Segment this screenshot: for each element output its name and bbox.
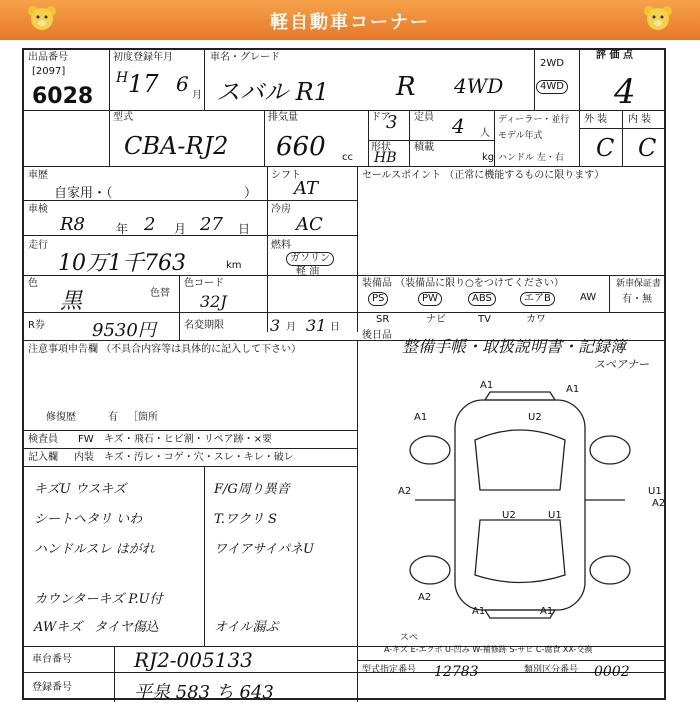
lot-sub: [2097] — [32, 66, 66, 77]
shift-label: シフト — [271, 170, 301, 181]
capacity-unit: 人 — [480, 128, 490, 139]
damage-mark: A1 — [540, 606, 554, 617]
capacity-label: 定員 — [414, 112, 434, 123]
color-swatch-label: 色替 — [150, 288, 170, 299]
repair-has: 有 — [108, 412, 118, 423]
damage-mark: A1 — [472, 606, 486, 617]
equip-abs: ABS — [468, 292, 496, 306]
legend: A-キズ E-エクボ U-凹み W-補修跡 S-サビ C-腐食 XX-交換 — [384, 645, 593, 654]
spare-note: スペアナー — [594, 358, 649, 371]
damage-mark: U1 — [648, 486, 662, 497]
displacement-value: 660 — [276, 132, 326, 162]
remark-1-left: キズU ウスキズ — [34, 482, 127, 497]
tax-label: R券 — [28, 320, 45, 331]
car-drive: 4WD — [454, 74, 504, 98]
doors-label: ドア — [371, 112, 391, 123]
remark-1-right: F/G周り異音 — [214, 482, 290, 497]
inspection-day-unit: 日 — [238, 222, 251, 236]
remark-5-mid: タイヤ傷込 — [94, 620, 159, 635]
accessories-label: 後日品 — [362, 330, 392, 341]
load-label: 積載 — [414, 142, 434, 153]
color-code-label: 色コード — [184, 278, 224, 289]
type-no-value: 12783 — [434, 664, 479, 680]
history-close: ） — [244, 186, 258, 201]
registration-value: 平泉 583 ち 643 — [134, 682, 274, 703]
exterior-label: 外 装 — [584, 114, 608, 125]
equip-leather: カワ — [526, 314, 546, 325]
score-label: 評 価 点 — [596, 50, 633, 61]
remark-5-right: オイル漏ぷ — [214, 620, 279, 635]
equip-pw: PW — [418, 292, 442, 306]
bear-mascot-icon — [24, 4, 60, 34]
model-value: CBA-RJ2 — [124, 132, 229, 160]
damage-mark: A1 — [414, 412, 428, 423]
damage-mark: A1 — [566, 384, 580, 395]
shift-value: AT — [294, 178, 319, 199]
capacity-value: 4 — [452, 114, 465, 138]
damage-mark: U1 — [548, 510, 562, 521]
interior-check-items: キズ・汚レ・コゲ・穴・スレ・キレ・破レ — [104, 452, 294, 463]
history-label: 車歴 — [28, 170, 48, 181]
accessories-value: 整備手帳・取扱説明書・記録簿 — [402, 337, 627, 356]
chassis-value: RJ2-005133 — [134, 648, 253, 672]
drive-4wd: 4WD — [536, 80, 568, 94]
remark-2-left: シートヘタリ いわ — [34, 512, 143, 527]
warranty-value: 有・無 — [622, 294, 652, 305]
interior-check-label: 内装 — [74, 452, 94, 463]
color-value: 黒 — [60, 289, 83, 314]
damage-mark: A2 — [398, 486, 412, 497]
body-label: 形状 — [371, 142, 391, 153]
damage-mark: U2 — [502, 510, 516, 521]
doors-value: 3 — [386, 112, 398, 133]
fuel-label: 燃料 — [271, 240, 291, 251]
mileage-value: 10万1千763 — [58, 251, 186, 276]
first-reg-year: 17 — [128, 70, 159, 98]
dealer-label: ディーラー・並行 — [498, 115, 570, 125]
first-reg-era: H — [116, 70, 129, 86]
car-grade: R — [396, 72, 416, 102]
model-label: 型式 — [113, 112, 133, 123]
fw-items: キズ・飛石・ヒビ割・リペア跡・×要 — [104, 434, 272, 445]
repair-label: 修復歴 — [46, 412, 76, 423]
ac-label: 冷房 — [271, 204, 291, 215]
damage-mark: A2 — [418, 592, 432, 603]
lot-label: 出品番号 — [28, 52, 68, 63]
remark-4-left: カウンターキズ P.U付 — [34, 592, 163, 607]
history-value: 自家用・（ — [54, 186, 113, 201]
inspection-era: R8 — [60, 214, 86, 235]
model-year-label: モデル年式 — [498, 131, 543, 141]
inspector-label: 検査員 — [28, 434, 58, 445]
warranty-label: 新車保証書 — [616, 279, 662, 289]
inspection-day: 27 — [200, 214, 223, 235]
transfer-month-unit: 月 — [286, 322, 296, 333]
fuel-gas: ガソリン — [286, 252, 334, 266]
car-damage-diagram — [395, 380, 645, 630]
inspection-label: 車検 — [28, 204, 48, 215]
equip-tv: TV — [478, 314, 491, 325]
interior-label: 内 装 — [628, 114, 652, 125]
exterior-value: C — [596, 134, 615, 162]
equip-aw: AW — [580, 292, 597, 303]
transfer-day: 31 — [306, 316, 327, 335]
entry-label: 記入欄 — [28, 452, 58, 463]
tax-value: 9530円 — [92, 320, 156, 341]
page-title: 軽自動車コーナー — [270, 12, 430, 33]
remark-3-right: ワイアサイパネU — [214, 542, 315, 557]
fuel-light: 軽 油 — [296, 266, 320, 277]
equip-navi: ナビ — [426, 314, 446, 325]
transfer-label: 名変期限 — [184, 320, 224, 331]
class-no-label: 類別区分番号 — [524, 665, 579, 675]
mileage-unit: km — [226, 260, 242, 271]
damage-mark: A2 — [652, 498, 666, 509]
displacement-label: 排気量 — [268, 112, 298, 123]
remark-2-right: T.ワクリ S — [214, 512, 277, 527]
bear-mascot-icon — [640, 4, 676, 34]
damage-mark: U2 — [528, 412, 542, 423]
type-no-label: 型式指定番号 — [362, 665, 417, 675]
car-name: スバル R1 — [216, 78, 329, 106]
remark-3-left: ハンドルスレ はがれ — [34, 542, 155, 557]
notes-label: 注意事項申告欄 （不具合内容等は具体的に記入して下さい） — [28, 344, 302, 355]
inspection-year-unit: 年 — [116, 222, 129, 236]
inspection-month: 2 — [144, 214, 156, 235]
registration-label: 登録番号 — [32, 682, 72, 693]
car-label: 車名・グレード — [210, 52, 280, 63]
lot-number: 6028 — [32, 84, 94, 109]
repair-place: ［箇所 — [128, 412, 158, 423]
transfer-month: 3 — [270, 316, 281, 335]
score-value: 4 — [614, 72, 636, 112]
body-value: HB — [374, 150, 397, 166]
load-unit: kg — [482, 152, 495, 163]
equip-ps: PS — [368, 292, 388, 306]
drive-2wd: 2WD — [540, 58, 564, 69]
color-code: 32J — [200, 292, 227, 311]
color-label: 色 — [28, 278, 38, 289]
remark-5-left: AWキズ — [34, 620, 82, 635]
transfer-day-unit: 日 — [330, 322, 340, 333]
ac-value: AC — [296, 214, 323, 235]
interior-value: C — [638, 134, 657, 162]
sales-point-label: セールスポイント （正常に機能するものに限ります） — [362, 170, 605, 181]
class-no-value: 0002 — [594, 664, 630, 680]
damage-mark: スペ — [400, 633, 419, 643]
displacement-unit: cc — [342, 152, 353, 163]
equipment-label: 装備品 （装備品に限り○をつけてください） — [362, 278, 564, 289]
equip-sr: SR — [376, 314, 390, 325]
equip-airbag: エアB — [520, 292, 555, 306]
first-reg-month-unit: 月 — [192, 90, 202, 101]
fw-label: FW — [78, 434, 94, 445]
handle-label: ハンドル 左・右 — [498, 153, 564, 163]
chassis-label: 車台番号 — [32, 654, 72, 665]
inspection-month-unit: 月 — [174, 222, 187, 236]
mileage-label: 走行 — [28, 240, 48, 251]
first-reg-label: 初度登録年月 — [113, 52, 173, 63]
damage-mark: A1 — [480, 380, 494, 391]
first-reg-month: 6 — [176, 72, 189, 96]
